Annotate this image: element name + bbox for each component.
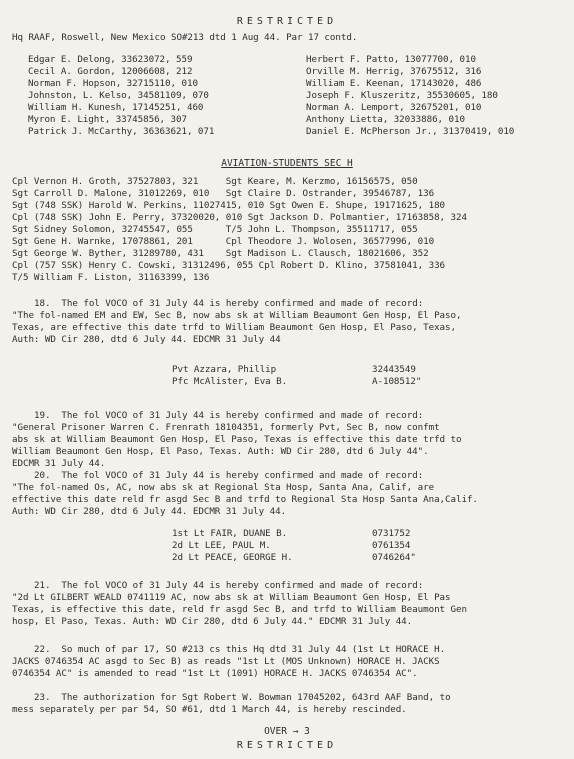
list-item: Sgt Carroll D. Malone, 31012269, 010 Sgt Claire D. Ostrander, 39546787, 136	[12, 188, 435, 199]
list-item: Cpl (757 SSK) Henry C. Cowski, 31312496, 055 Cpl Robert D. Klino, 37581041, 336	[12, 260, 446, 271]
list-item: Cecil A. Gordon, 12006608, 212	[28, 66, 193, 77]
paragraph-line: "The fol-named EM and EW, Sec B, now abs sk at William Beaumont Gen Hosp, El Paso,	[12, 310, 462, 321]
paragraph-lead: 20. The fol VOCO of 31 July 44 is hereby confirmed and made of record:	[34, 470, 424, 481]
paragraph-line: "General Prisoner Warren C. Frenrath 18104351, formerly Pvt, Sec B, now confmt	[12, 422, 440, 433]
paragraph-lead: 18. The fol VOCO of 31 July 44 is hereby confirmed and made of record:	[34, 298, 424, 309]
list-item: Norman F. Hopson, 32715110, 010	[28, 78, 198, 89]
reference-line: Hq RAAF, Roswell, New Mexico SO#213 dtd 1 Aug 44. Par 17 contd.	[12, 32, 358, 43]
paragraph-lead: 22. So much of par 17, SO #213 cs this Hq dtd 31 July 44 (1st Lt HORACE H.	[34, 644, 446, 655]
paragraph-line: Auth: WD Cir 280, dtd 6 July 44. EDCMR 31 July 44	[12, 334, 281, 345]
paragraph-line: JACKS 0746354 AC asgd to Sec B) as reads "1st Lt (MOS Unknown) HORACE H. JACKS	[12, 656, 440, 667]
list-item: Sgt Gene H. Warnke, 17078861, 201 Cpl Theodore J. Wolosen, 36577996, 010	[12, 236, 435, 247]
list-item: Cpl (748 SSK) John E. Perry, 37320020, 010 Sgt Jackson D. Polmantier, 17163858, 324	[12, 212, 467, 223]
paragraph-lead: 23. The authorization for Sgt Robert W. Bowman 17045202, 643rd AAF Band, to	[34, 692, 451, 703]
paragraph-line: Texas, are effective this date trfd to William Beaumont Gen Hosp, El Paso, Texas,	[12, 322, 456, 333]
person-serial: 32443549	[372, 364, 416, 375]
list-item: Anthony Lietta, 32033886, 010	[306, 114, 465, 125]
list-item: William E. Keenan, 17143020, 486	[306, 78, 482, 89]
list-item: Joseph F. Kluszeritz, 35530605, 180	[306, 90, 498, 101]
over-label: OVER	[264, 726, 287, 737]
person-serial: 0746264"	[372, 552, 416, 563]
paragraph-line: "The fol-named Os, AC, now abs sk at Regional Sta Hosp, Santa Ana, Calif, are	[12, 482, 435, 493]
over-arrow-icon: →	[292, 726, 299, 737]
classification-top: RESTRICTED	[236, 16, 338, 27]
person-serial: 0761354	[372, 540, 411, 551]
paragraph-lead: 21. The fol VOCO of 31 July 44 is hereby confirmed and made of record:	[34, 580, 424, 591]
list-item: Edgar E. Delong, 33623072, 559	[28, 54, 193, 65]
person-name: 2d Lt PEACE, GEORGE H.	[172, 552, 293, 563]
paragraph-line: "2d Lt GILBERT WEALD 0741119 AC, now abs sk at William Beaumont Gen Hosp, El Pas	[12, 592, 451, 603]
person-serial: 0731752	[372, 528, 411, 539]
paragraph-lead: 19. The fol VOCO of 31 July 44 is hereby confirmed and made of record:	[34, 410, 424, 421]
list-item: Sgt Sidney Solomon, 32745547, 055 T/5 John L. Thompson, 35511717, 055	[12, 224, 418, 235]
paragraph-line: 0746354 AC" is amended to read "1st Lt (1091) HORACE H. JACKS 0746354 AC".	[12, 668, 418, 679]
list-item: Orville M. Herrig, 37675512, 316	[306, 66, 482, 77]
person-name: 1st Lt FAIR, DUANE B.	[172, 528, 288, 539]
person-name: 2d Lt LEE, PAUL M.	[172, 540, 271, 551]
classification-bottom: RESTRICTED	[236, 740, 338, 751]
list-item: T/5 William F. Liston, 31163399, 136	[12, 272, 210, 283]
list-item: Myron E. Light, 33745856, 307	[28, 114, 187, 125]
list-item: Daniel E. McPherson Jr., 31370419, 010	[306, 126, 515, 137]
paragraph-line: EDCMR 31 July 44.	[12, 458, 106, 469]
list-item: Cpl Vernon H. Groth, 37527803, 321 Sgt Keare, M. Kerzmo, 16156575, 050	[12, 176, 418, 187]
paragraph-line: William Beaumont Gen Hosp, El Paso, Texas. Auth: WD Cir 280, dtd 6 July 44".	[12, 446, 429, 457]
paragraph-line: Auth: WD Cir 280, dtd 6 July 44. EDCMR 31 July 44.	[12, 506, 287, 517]
list-item: Sgt George W. Byther, 31289780, 431 Sgt Madison L. Clausch, 18021606, 352	[12, 248, 429, 259]
list-item: Herbert F. Patto, 13077700, 010	[306, 54, 476, 65]
page-footer	[0, 726, 574, 737]
list-item: Patrick J. McCarthy, 36363621, 071	[28, 126, 215, 137]
page-number: 3	[304, 726, 310, 737]
list-item: Sgt (748 SSK) Harold W. Perkins, 11027415, 010 Sgt Owen E. Shupe, 19171625, 180	[12, 200, 446, 211]
paragraph-line: effective this date reld fr asgd Sec B and trfd to Regional Sta Hosp Santa Ana,Calif.	[12, 494, 478, 505]
paragraph-line: hosp, El Paso, Texas. Auth: WD Cir 280, dtd 6 July 44." EDCMR 31 July 44.	[12, 616, 413, 627]
person-name: Pfc McAlister, Eva B.	[172, 376, 288, 387]
person-serial: A-108512"	[372, 376, 422, 387]
list-item: William H. Kunesh, 17145251, 460	[28, 102, 204, 113]
list-item: Norman A. Lemport, 32675201, 010	[306, 102, 482, 113]
list-item: Johnston, L. Kelso, 34581109, 070	[28, 90, 209, 101]
paragraph-line: abs sk at William Beaumont Gen Hosp, El Paso, Texas is effective this date trfd to	[12, 434, 462, 445]
paragraph-line: mess separately per par 54, SO #61, dtd 1 March 44, is hereby rescinded.	[12, 704, 407, 715]
section-title: AVIATION-STUDENTS SEC H	[221, 158, 353, 169]
paragraph-line: Texas, is effective this date, reld fr asgd Sec B, and trfd to William Beaumont Gen	[12, 604, 467, 615]
person-name: Pvt Azzara, Phillip	[172, 364, 277, 375]
